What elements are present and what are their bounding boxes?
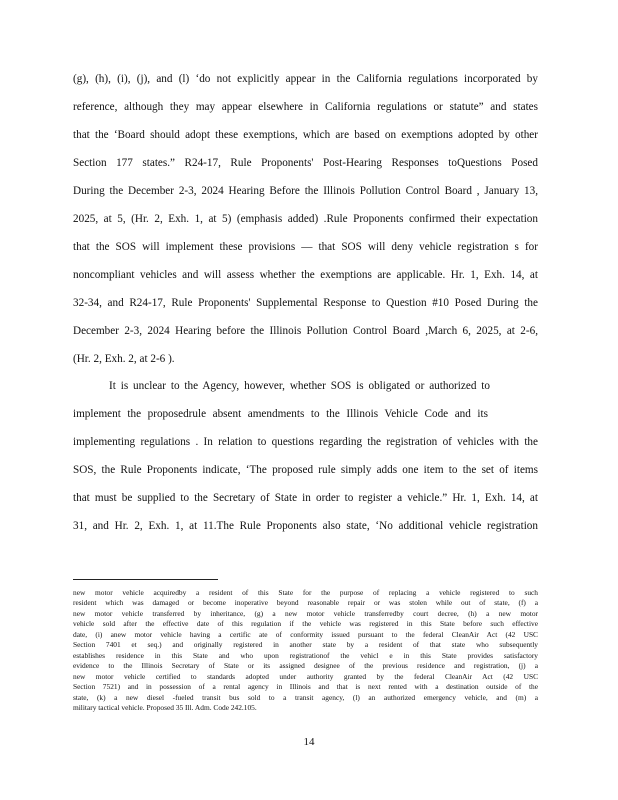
footnote-line-7: establishes residence in this State and who upon registrationof the vehicl e in this State provides satisfactory (73, 651, 538, 660)
footnote-line-5: date, (i) anew motor vehicle having a certific ate of conformity issued pursuant to the federal CleanAir Act (42 USC (73, 630, 538, 639)
footnote-line-2: resident which was damaged or become inoperative beyond reasonable repair or was stolen while out of state, (f) a (73, 598, 538, 607)
body-line-17: 31, and Hr. 2, Exh. 1, at 11.The Rule Proponents also state, ‘No additional vehicle registration (73, 520, 538, 532)
footnote-line-4: vehicle sold after the effective date of this regulation if the vehicle was registered in this State before such effective (73, 619, 538, 628)
body-line-4: Section 177 states.” R24-17, Rule Proponents' Post-Hearing Responses toQuestions Posed (73, 157, 538, 169)
body-line-10: December 2-3, 2024 Hearing before the Illinois Pollution Control Board ,March 6, 2025, at 2-6, (73, 325, 538, 337)
body-line-15: SOS, the Rule Proponents indicate, ‘The proposed rule simply adds one item to the set of items (73, 464, 538, 476)
footnote-line-9: new motor vehicle certified to standards adopted under authority granted by the federal CleanAir Act (42 USC (73, 672, 538, 681)
footnote-line-10: Section 7521) and in possession of a rental agency in Illinois and that is next rented with a destination outside of the (73, 682, 538, 691)
footnote-line-11: state, (k) a new diesel -fueled transit bus sold to a transit agency, (l) an authorized emergency vehicle, and (m) a (73, 693, 538, 702)
footnote-line-12: military tactical vehicle. Proposed 35 Ill. Adm. Code 242.105. (73, 703, 257, 712)
body-line-12: It is unclear to the Agency, however, whether SOS is obligated or authorized to (109, 380, 490, 392)
footnote-separator (73, 579, 218, 580)
footnote-line-1: new motor vehicle acquiredby a resident of this State for the purpose of replacing a vehicle registered to such (73, 588, 538, 597)
body-line-2: reference, although they may appear elsewhere in California regulations or statute” and states (73, 101, 538, 113)
body-line-5: During the December 2-3, 2024 Hearing Before the Illinois Pollution Control Board , January 13, (73, 185, 538, 197)
footnote-line-6: Section 7401 et seq.) and originally registered in another state by a resident of that state who subsequently (73, 640, 538, 649)
page-number: 14 (303, 736, 315, 748)
body-line-1: (g), (h), (i), (j), and (l) ‘do not explicitly appear in the California regulations incorporated by (73, 73, 538, 85)
footnote-line-8: evidence to the Illinois Secretary of State or its assigned designee of the previous residence and registration, (j) a (73, 661, 538, 670)
body-line-13: implement the proposedrule absent amendments to the Illinois Vehicle Code and its (73, 408, 488, 420)
body-line-11: (Hr. 2, Exh. 2, at 2-6 ). (73, 353, 175, 365)
body-line-7: that the SOS will implement these provisions — that SOS will deny vehicle registration s for (73, 241, 538, 253)
body-line-9: 32-34, and R24-17, Rule Proponents' Supplemental Response to Question #10 Posed During the (73, 297, 538, 309)
body-line-8: noncompliant vehicles and will assess whether the exemptions are applicable. Hr. 1, Exh. 14, at (73, 269, 538, 281)
body-line-3: that the ‘Board should adopt these exemptions, which are based on exemptions adopted by other (73, 129, 538, 141)
body-line-16: that must be supplied to the Secretary of State in order to register a vehicle.” Hr. 1, Exh. 14, at (73, 492, 538, 504)
body-line-14: implementing regulations . In relation to questions regarding the registration of vehicles with the (73, 436, 538, 448)
footnote-line-3: new motor vehicle transferred by inheritance, (g) a new motor vehicle transferredby court decree, (h) a new motor (73, 609, 538, 618)
body-line-6: 2025, at 5, (Hr. 2, Exh. 1, at 5) (emphasis added) .Rule Proponents confirmed their expectation (73, 213, 538, 225)
